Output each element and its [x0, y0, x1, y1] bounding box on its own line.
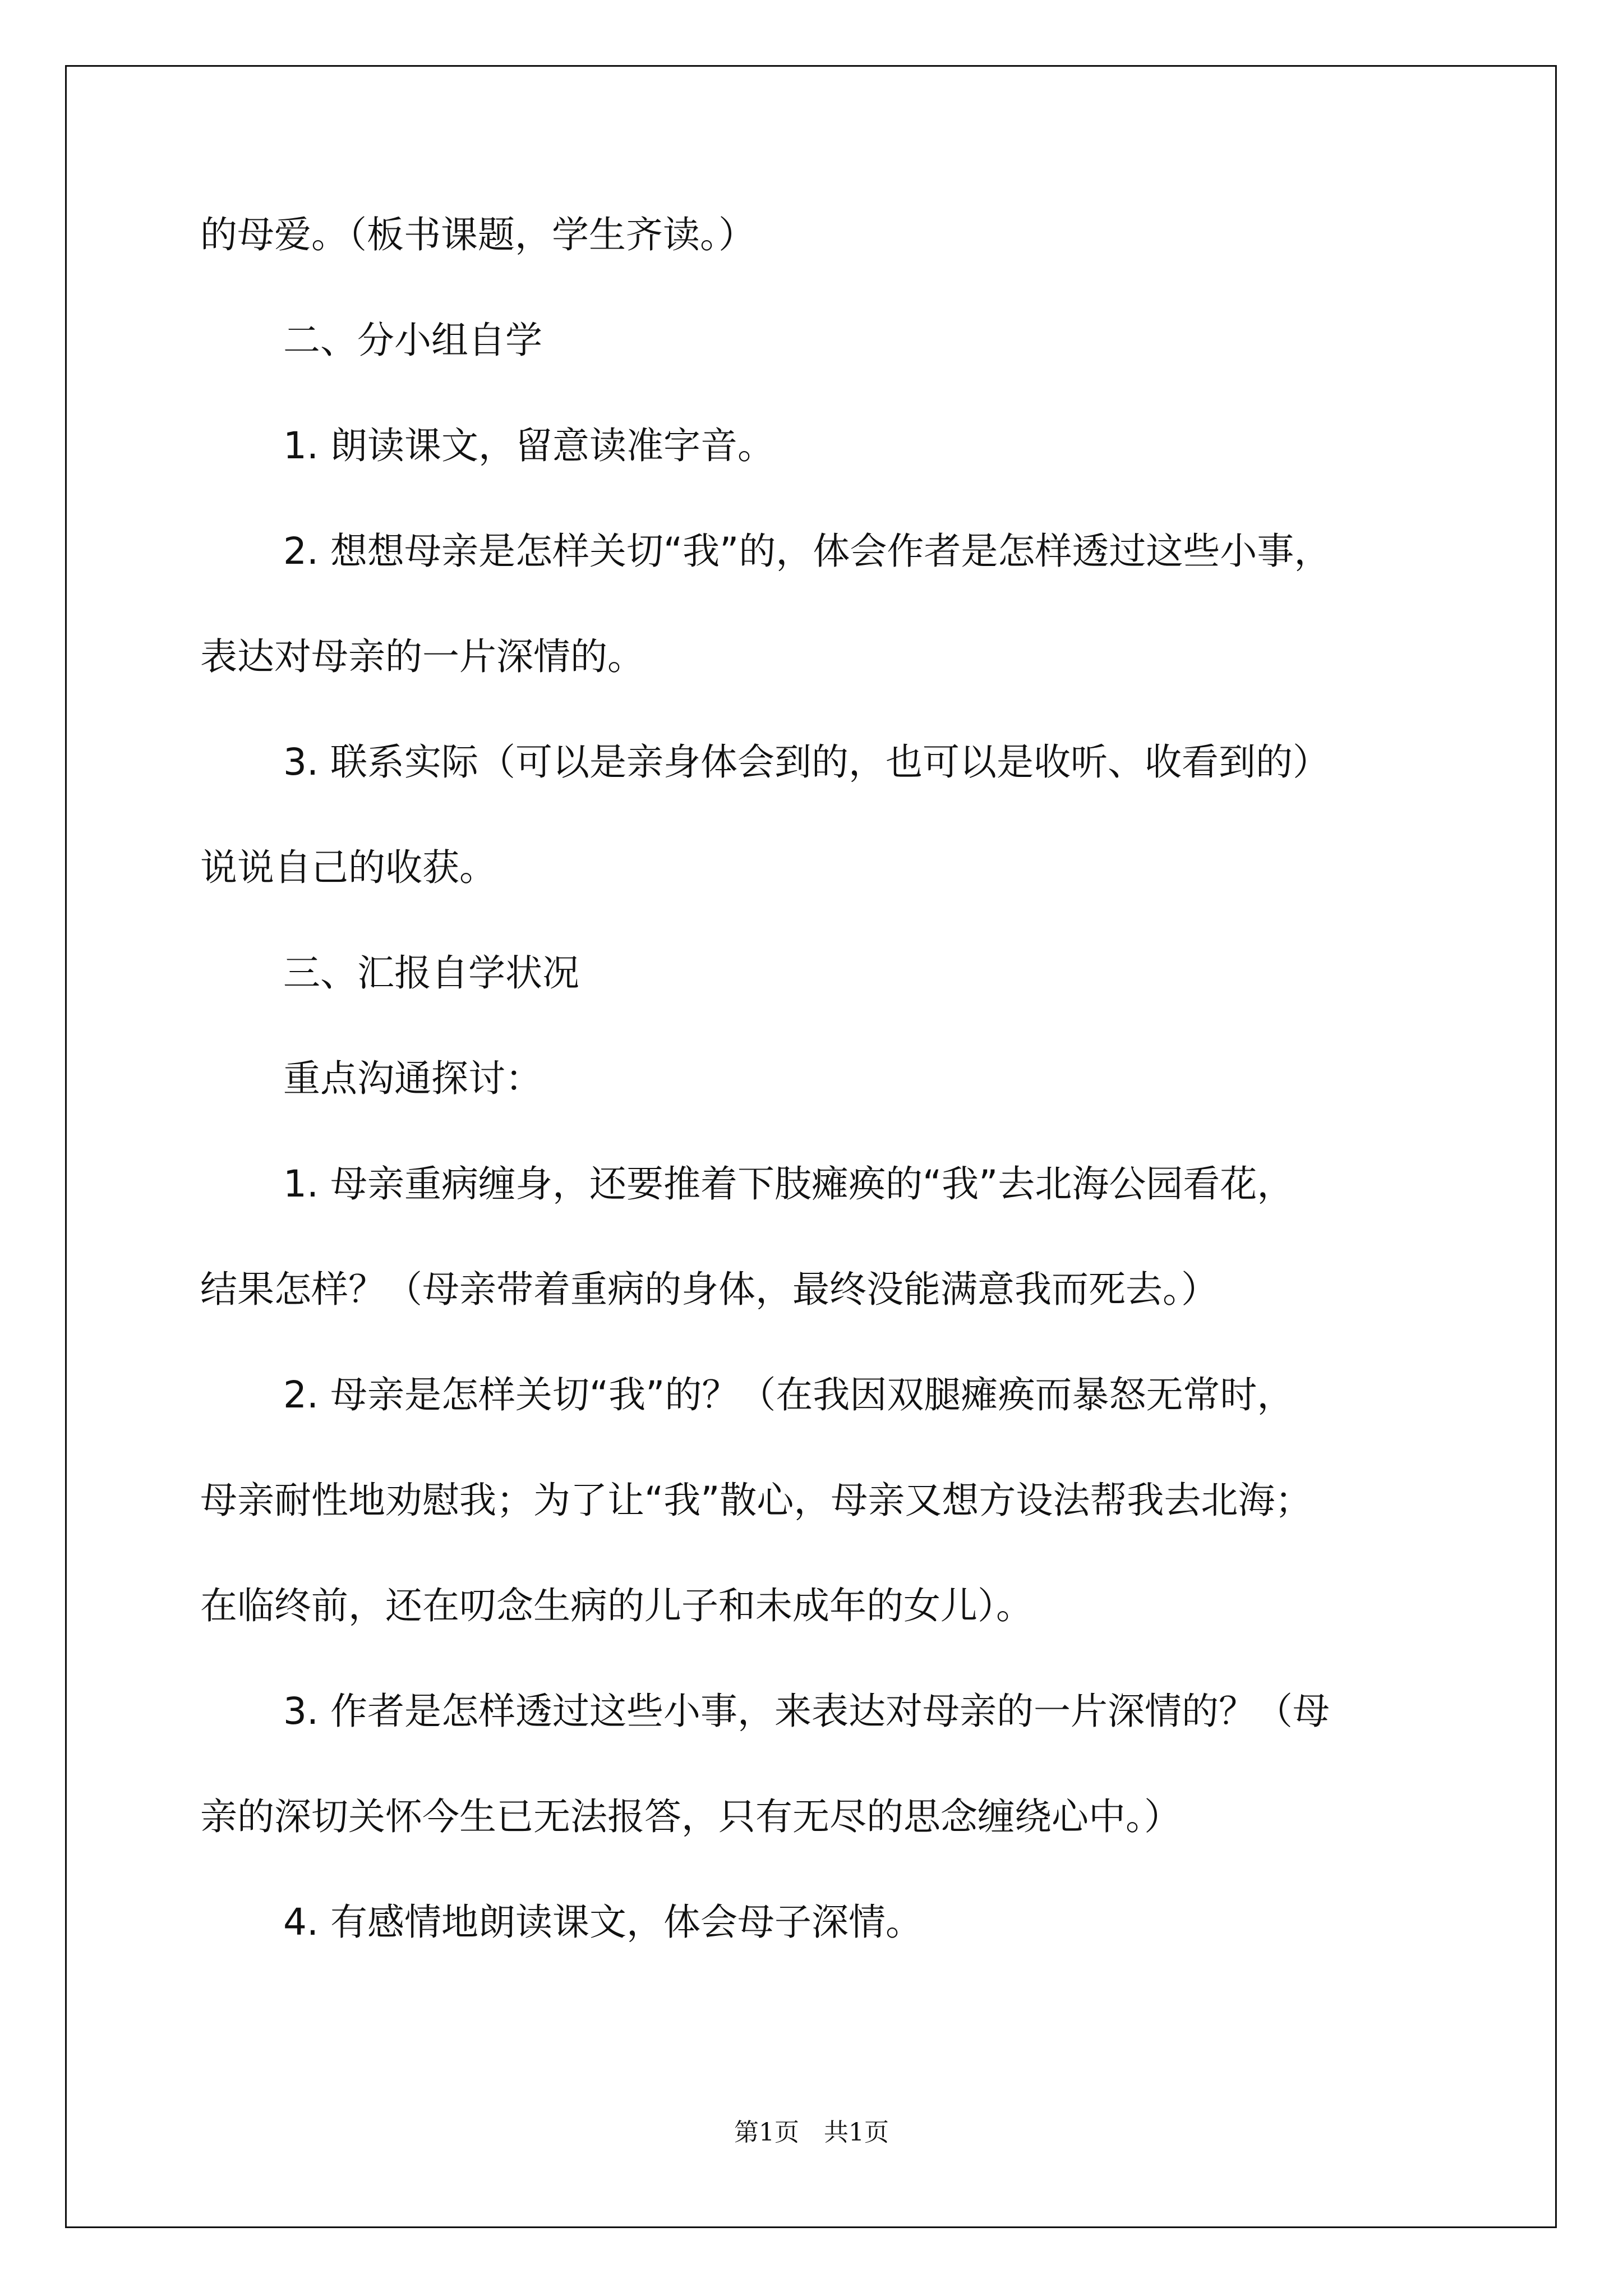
list-item: 1. 朗读课文，留意读准字音。 — [283, 424, 774, 467]
paragraph-line: 表达对母亲的一片深情的。 — [200, 635, 644, 678]
list-item: 3. 作者是怎样透过这些小事，来表达对母亲的一片深情的？（母 — [283, 1690, 1330, 1733]
paragraph-line: 亲的深切关怀今生已无法报答，只有无尽的思念缠绕心中。） — [200, 1795, 1181, 1838]
list-item: 1. 母亲重病缠身，还要推着下肢瘫痪的“我”去北海公园看花， — [283, 1162, 1294, 1205]
paragraph-line: 结果怎样？（母亲带着重病的身体，最终没能满意我而死去。） — [200, 1268, 1218, 1311]
list-item: 4. 有感情地朗读课文，体会母子深情。 — [283, 1901, 923, 1944]
section-heading: 二、分小组自学 — [283, 319, 542, 362]
list-item: 2. 想想母亲是怎样关切“我”的，体会作者是怎样透过这些小事， — [283, 530, 1331, 573]
paragraph-line: 在临终前，还在叨念生病的儿子和未成年的女儿）。 — [200, 1584, 1033, 1627]
page-footer: 第1页 共1页 — [734, 2118, 889, 2147]
section-heading: 三、汇报自学状况 — [283, 951, 579, 995]
paragraph-line: 说说自己的收获。 — [200, 846, 496, 889]
list-item: 2. 母亲是怎样关切“我”的？（在我因双腿瘫痪而暴怒无常时， — [283, 1373, 1294, 1416]
subheading: 重点沟通探讨： — [283, 1057, 542, 1100]
paragraph-line: 母亲耐性地劝慰我；为了让“我”散心，母亲又想方设法帮我去北海； — [200, 1479, 1312, 1522]
paragraph-line: 的母爱。（板书课题，学生齐读。） — [200, 213, 755, 256]
list-item: 3. 联系实际（可以是亲身体会到的，也可以是收听、收看到的） — [283, 740, 1330, 784]
